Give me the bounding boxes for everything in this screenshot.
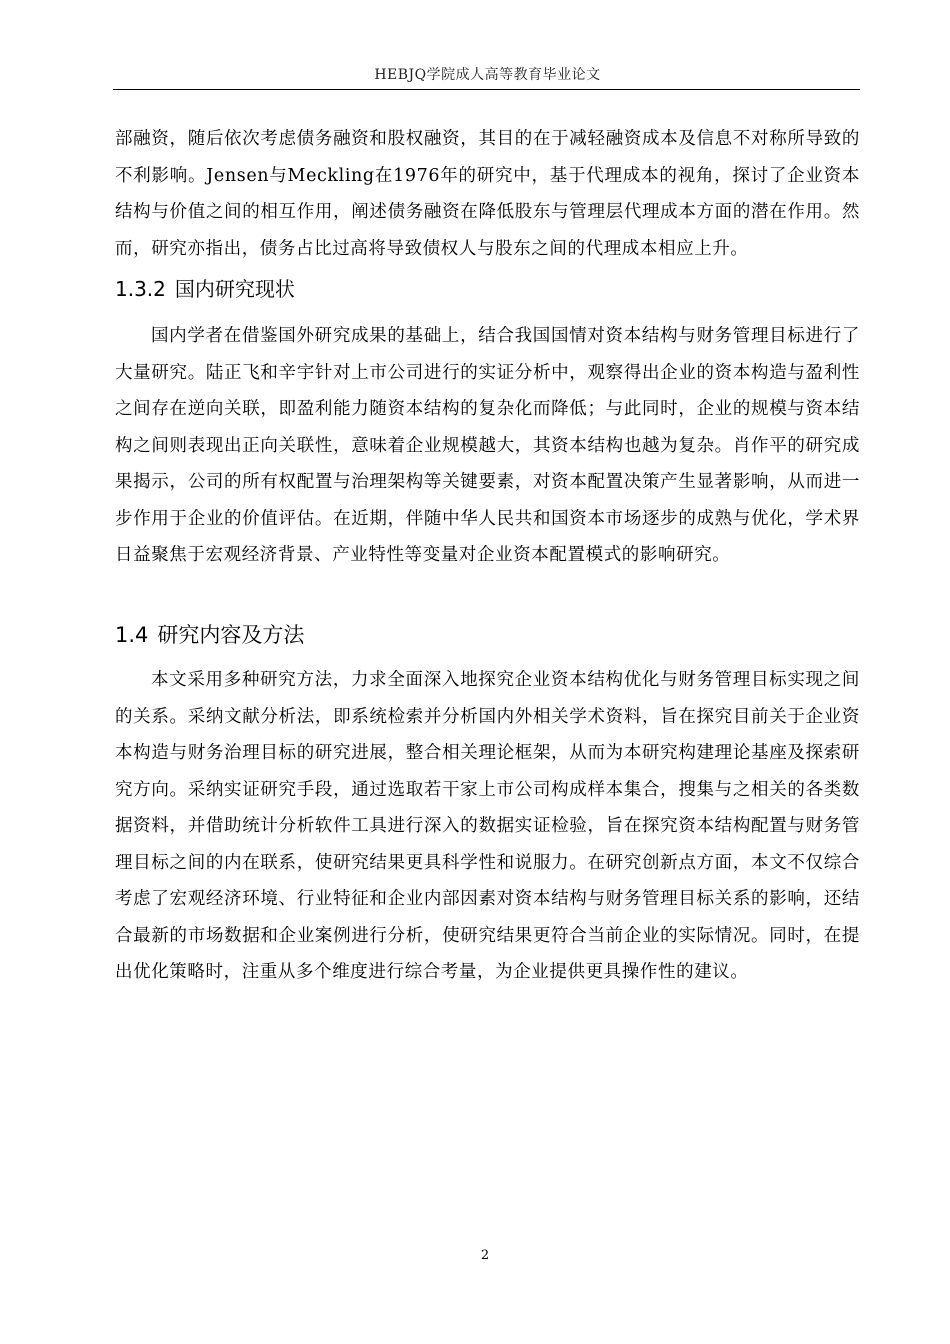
section-heading-1-3-2 [115, 274, 860, 304]
section-number: 1.3.2 [115, 277, 166, 301]
header-divider [113, 89, 860, 90]
paragraph-research-methods: 本文采用多种研究方法，力求全面深入地探究企业资本结构优化与财务管理目标实现之间的关系。采纳文献分析法，即系统检索并分析国内外相关学术资料，旨在探究目前关于企业资本构造与财务治理目标的研究进展，整合相关理论框架，从而为本研究构建理论基座及探索研究方向。采纳实证研究手段，通过选取若干家上市公司构成样本集合，搜集与之相关的各类数据资料，并借助统计分析软件工具进行深入的数据实证检验，旨在探究资本结构配置与财务管理目标之间的内在联系，使研究结果更具科学性和说服力。在研究创新点方面，本文不仅综合考虑了宏观经济环境、行业特征和企业内部因素对资本结构与财务管理目标关系的影响，还结合最新的市场数据和企业案例进行分析，使研究结果更符合当前企业的实际情况。同时，在提出优化策略时，注重从多个维度进行综合考量，为企业提供更具操作性的建议。 [115, 670, 860, 982]
section-title: 研究内容及方法 [157, 623, 305, 647]
page-header: HEBJQ学院成人高等教育毕业论文 [374, 67, 601, 83]
section-number: 1.4 [115, 623, 149, 647]
section-title: 国内研究现状 [174, 277, 295, 301]
page-number: 2 [480, 1248, 490, 1263]
paragraph-continued: 部融资，随后依次考虑债务融资和股权融资，其目的在于减轻融资成本及信息不对称所导致的不利影响。Jensen与Meckling在1976年的研究中，基于代理成本的视角，探讨了企业资本结构与价值之间的相互作用，阐述债务融资在降低股东与管理层代理成本方面的潜在作用。然而，研究亦指出，债务占比过高将导致债权人与股东之间的代理成本相应上升。 [115, 129, 860, 259]
section-heading-1-4 [115, 620, 860, 650]
paragraph-domestic-research: 国内学者在借鉴国外研究成果的基础上，结合我国国情对资本结构与财务管理目标进行了大量研究。陆正飞和辛宇针对上市公司进行的实证分析中，观察得出企业的资本构造与盈利性之间存在逆向关联，即盈利能力随资本结构的复杂化而降低；与此同时，企业的规模与资本结构之间则表现出正向关联性，意味着企业规模越大，其资本结构也越为复杂。肖作平的研究成果揭示，公司的所有权配置与治理架构等关键要素，对资本配置决策产生显著影响，从而进一步作用于企业的价值评估。在近期，伴随中华人民共和国资本市场逐步的成熟与优化，学术界日益聚焦于宏观经济背景、产业特性等变量对企业资本配置模式的影响研究。 [115, 326, 860, 565]
